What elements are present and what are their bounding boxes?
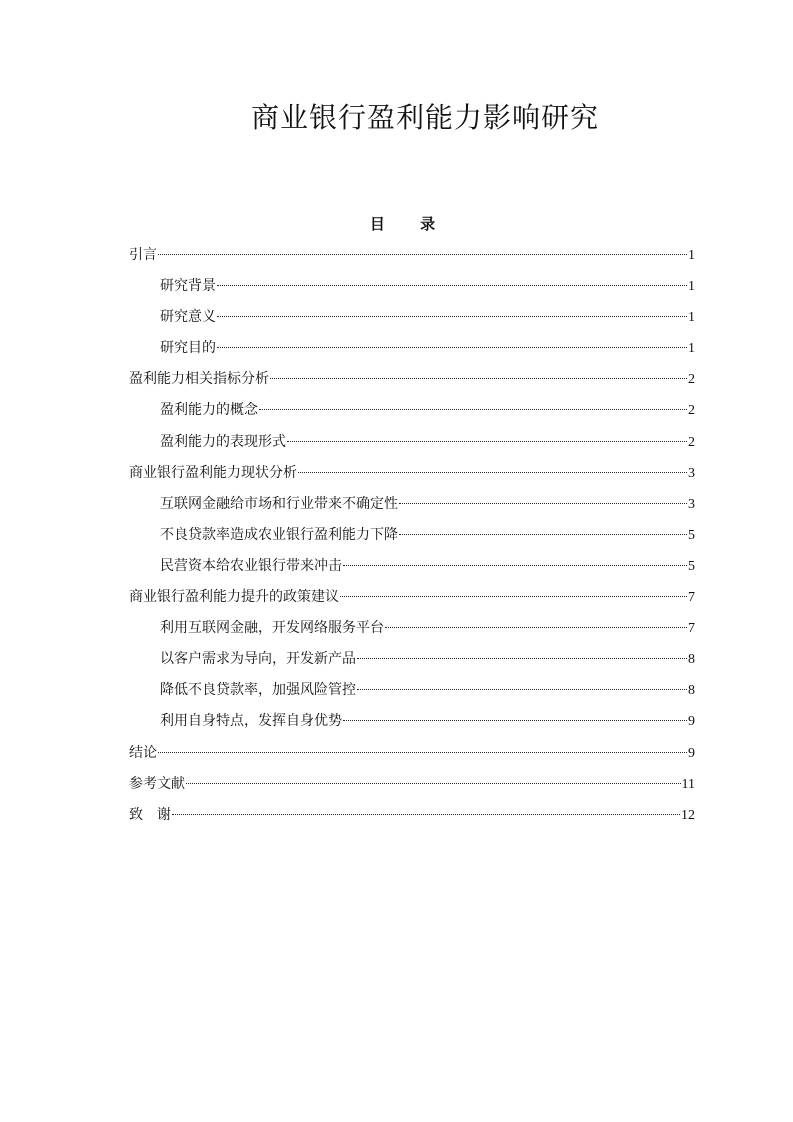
toc-entry[interactable] [129,335,695,366]
toc-entry-label: 研究背景 [160,278,216,295]
toc-entry[interactable] [129,273,695,304]
toc-leader [158,752,687,753]
toc-entry[interactable] [129,771,695,802]
toc-entry-label: 参考文献 [129,775,185,792]
toc-leader [217,347,687,348]
toc-entry-page: 1 [688,279,695,295]
toc-entry-page: 7 [688,621,695,637]
toc-entry-page: 2 [688,403,695,419]
toc-entry[interactable] [129,429,695,460]
toc-entry-page: 8 [688,683,695,699]
toc-entry[interactable] [129,802,695,833]
toc-leader [399,503,687,504]
toc-entry[interactable] [129,366,695,397]
toc-entry-label: 商业银行盈利能力提升的政策建议 [129,589,339,606]
toc-leader [385,627,687,628]
toc-entry-label: 降低不良贷款率，加强风险管控 [160,682,356,699]
table-of-contents [129,242,695,833]
toc-entry-page: 1 [688,248,695,263]
toc-entry[interactable] [129,522,695,553]
document-title: 商业银行盈利能力影响研究 [250,101,599,134]
toc-entry-label: 盈利能力的概念 [160,402,258,419]
toc-leader [357,658,687,659]
toc-leader [357,689,687,690]
toc-leader [270,378,687,379]
toc-entry-label: 利用自身特点，发挥自身优势 [160,713,342,730]
toc-entry[interactable] [129,677,695,708]
toc-leader [343,565,687,566]
toc-entry-label: 研究目的 [160,340,216,357]
toc-leader [298,472,687,473]
toc-entry-page: 12 [681,807,695,823]
toc-leader [186,783,681,784]
toc-leader [259,409,687,410]
toc-entry-label: 引言 [129,247,157,263]
toc-entry[interactable] [129,553,695,584]
toc-entry-page: 5 [688,558,695,574]
toc-entry-label: 互联网金融给市场和行业带来不确定性 [160,495,398,512]
toc-entry-page: 8 [688,652,695,668]
toc-entry-page: 2 [688,372,695,388]
toc-entry-label: 不良贷款率造成农业银行盈利能力下降 [160,526,398,543]
toc-entry-page: 3 [688,465,695,481]
toc-entry-page: 7 [688,590,695,606]
toc-leader [217,316,687,317]
toc-entry-label: 利用互联网金融，开发网络服务平台 [160,620,384,637]
toc-leader [399,534,687,535]
toc-heading: 目 录 [369,215,451,233]
toc-entry-page: 2 [688,434,695,450]
toc-leader [172,814,680,815]
toc-entry-page: 9 [688,745,695,761]
toc-leader [343,720,687,721]
toc-entry-label: 商业银行盈利能力现状分析 [129,464,297,481]
toc-entry-page: 1 [688,341,695,357]
toc-entry-label: 结论 [129,744,157,761]
toc-entry[interactable] [129,304,695,335]
toc-entry-label: 盈利能力相关指标分析 [129,371,269,388]
toc-entry-page: 11 [681,776,695,792]
toc-entry-label: 致 谢 [129,806,171,823]
toc-entry-label: 研究意义 [160,309,216,326]
toc-entry-label: 以客户需求为导向，开发新产品 [160,651,356,668]
toc-entry-label: 民营资本给农业银行带来冲击 [160,557,342,574]
toc-leader [340,596,687,597]
toc-entry-page: 3 [688,496,695,512]
toc-entry[interactable] [129,460,695,491]
toc-entry-page: 5 [688,527,695,543]
toc-entry-page: 9 [688,714,695,730]
toc-entry[interactable] [129,646,695,677]
toc-entry[interactable] [129,584,695,615]
toc-leader [287,441,687,442]
toc-entry[interactable] [129,242,695,273]
toc-entry[interactable] [129,491,695,522]
toc-leader [217,285,687,286]
toc-entry-page: 1 [688,310,695,326]
toc-entry[interactable] [129,740,695,771]
toc-entry-label: 盈利能力的表现形式 [160,433,286,450]
toc-entry[interactable] [129,397,695,428]
toc-leader [158,254,687,255]
toc-entry[interactable] [129,708,695,739]
toc-entry[interactable] [129,615,695,646]
